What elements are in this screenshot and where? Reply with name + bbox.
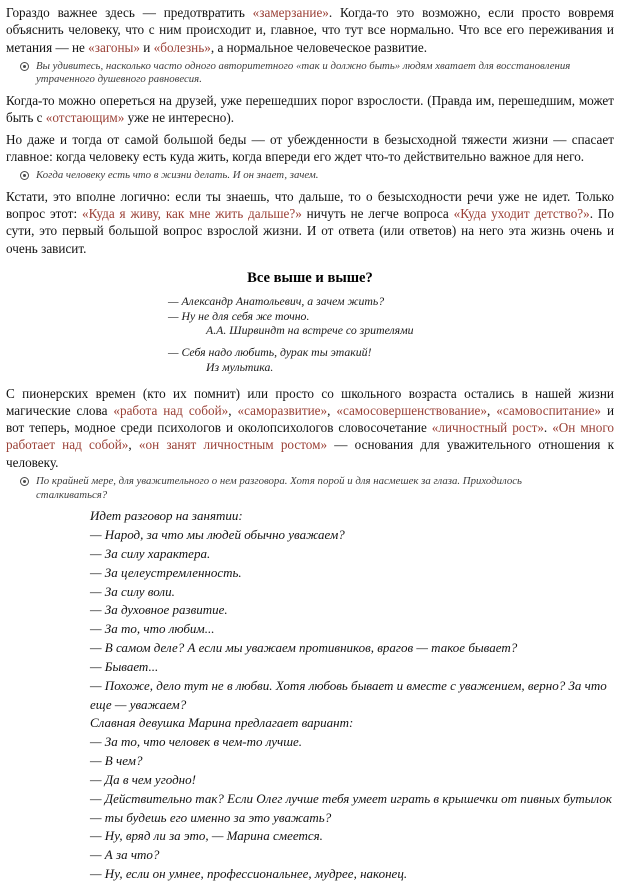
epigraph-attribution: А.А. Ширвиндт на встрече со зрителями [206, 323, 414, 338]
epigraph [168, 294, 614, 375]
note-marker-icon [20, 477, 29, 486]
text-run: . Когда-то это возможно, если просто вовремя объяснить человеку, что с ним происходит и, главное, что тут все нормально. Что все его переживания и метания — не [6, 5, 614, 55]
body-paragraph [6, 92, 614, 127]
emphasized-phrase: «болезнь» [153, 39, 211, 55]
text-run: , [128, 437, 139, 453]
text-run: . По сути, это первый большой вопрос взрослой жизни. И от ответа (или ответов) на него эта жизнь очень и очень зависит. [6, 206, 615, 256]
epigraph-group [168, 294, 614, 338]
epigraph-line: — Себя надо любить, дурак ты этакий! [168, 345, 372, 360]
text-run: , [228, 402, 238, 418]
text-run: Но даже и тогда от самой большой беды — от убежденности в безысходной тяжести жизни — спасает главное: когда человеку есть куда жить, когда впереди его ждет что-то действительно важное для него. [6, 131, 614, 164]
dialogue-line: — Ну, если он умнее, профессиональнее, мудрее, наконец. [90, 866, 408, 882]
dialogue-line: — Похоже, дело тут не в любви. Хотя любовь бывает и вместе с уважением, верно? За что еще — уважаем? [90, 677, 607, 712]
dialogue-line: — За духовное развитие. [90, 602, 228, 618]
note-marker-icon [20, 171, 29, 180]
dialogue-line: — Народ, за что мы людей обычно уважаем? [90, 526, 345, 542]
dialogue-line: — За целеустремленность. [90, 564, 242, 580]
emphasized-phrase: «Куда я живу, как мне жить дальше?» [81, 206, 302, 222]
note-marker-dot [23, 65, 26, 68]
emphasized-phrase: «он занят личностным ростом» [138, 437, 328, 453]
text-run: Кстати, это вполне логично: если ты знаешь, что дальше, то о безысходности речи уже не идет. Только вопрос этот: [6, 188, 614, 222]
dialogue-line: — Да в чем угодно! [90, 771, 196, 787]
margin-note [20, 169, 614, 183]
text-run: С пионерских времен (кто их помнит) или просто со школьного возраста остались в нашей жизни магические слова [6, 385, 614, 418]
text-run: Гораздо важнее здесь — предотвратить [6, 5, 253, 20]
epigraph-group [168, 345, 614, 374]
dialogue-line: — За то, что любим... [90, 621, 215, 637]
note-text: Когда человеку есть что в жизни делать. И он знает, зачем. [36, 169, 319, 182]
text-run: и [140, 39, 154, 55]
emphasized-phrase: «Куда уходит детство?» [453, 206, 590, 222]
text-run: , а нормальное человеческое развитие. [210, 39, 427, 55]
margin-note [20, 60, 614, 87]
text-run: . [543, 420, 553, 436]
note-marker-icon [20, 62, 29, 71]
emphasized-phrase: «работа над собой» [113, 402, 229, 418]
body-paragraph [6, 4, 614, 56]
text-run: и вот теперь, модное среди психологов и околопсихологов словосочетание [6, 402, 615, 436]
dialogue-line: — Ну, вряд ли за это, — Марина смеется. [90, 828, 323, 844]
emphasized-phrase: «отстающим» [45, 110, 125, 126]
body-paragraph [6, 131, 614, 166]
epigraph-attribution: Из мультика. [206, 359, 274, 374]
emphasized-phrase: «саморазвитие» [237, 402, 328, 418]
dialogue-line: Славная девушка Марина предлагает вариант: [90, 715, 354, 731]
text-run: Когда-то можно опереться на друзей, уже перешедших порог взрослости. (Правда им, перешедшим, может быть с [6, 93, 614, 126]
section-heading: Все выше и выше? [247, 269, 373, 286]
note-text: Вы удивитесь, насколько часто одного авторитетного «так и должно быть» людям хватает для восстановления утраченного душевного равновесия. [36, 59, 571, 86]
dialogue-line: Идет разговор на занятии: [90, 508, 243, 524]
dialogue-block [90, 507, 614, 884]
epigraph-line: — Ну не для себя же точно. [168, 308, 310, 323]
emphasized-phrase: «личностный рост» [431, 420, 544, 436]
note-text: По крайней мере, для уважительного о нем разговора. Хотя порой и для насмешек за глаза. Приходилось сталкиваться? [36, 474, 522, 501]
emphasized-phrase: «самосовершенствование» [336, 402, 487, 418]
book-content [6, 4, 614, 884]
emphasized-phrase: «Он много работает над собой» [6, 420, 614, 453]
emphasized-phrase: «замерзание» [252, 5, 329, 20]
margin-note [20, 475, 614, 502]
text-run: , [487, 402, 497, 418]
dialogue-line: — В чем? [90, 753, 143, 769]
text-run: , [327, 402, 337, 418]
dialogue-line: — За то, что человек в чем-то лучше. [90, 734, 303, 750]
epigraph-line: — Александр Анатольевич, а зачем жить? [168, 293, 385, 308]
dialogue-line: — Действительно так? Если Олег лучше тебя умеет играть в крышечки от пивных бутылок — ты будешь его именно за это уважать? [90, 790, 612, 825]
note-marker-dot [23, 480, 26, 483]
dialogue-line: — За силу характера. [90, 545, 211, 561]
text-run: уже не интересно). [124, 110, 235, 126]
text-run: — основания для уважительного отношения к человеку. [6, 437, 614, 470]
dialogue-line: — А за что? [90, 847, 160, 863]
dialogue-line: — Бывает... [90, 658, 159, 674]
body-paragraph [6, 385, 614, 471]
body-paragraph [6, 188, 614, 257]
text-run: ничуть не легче вопроса [301, 206, 454, 222]
dialogue-line: — В самом деле? А если мы уважаем противников, врагов — такое бывает? [90, 640, 518, 656]
emphasized-phrase: «загоны» [88, 39, 140, 55]
emphasized-phrase: «самовоспитание» [496, 402, 602, 418]
note-marker-dot [23, 174, 26, 177]
dialogue-line: — За силу воли. [90, 583, 175, 599]
